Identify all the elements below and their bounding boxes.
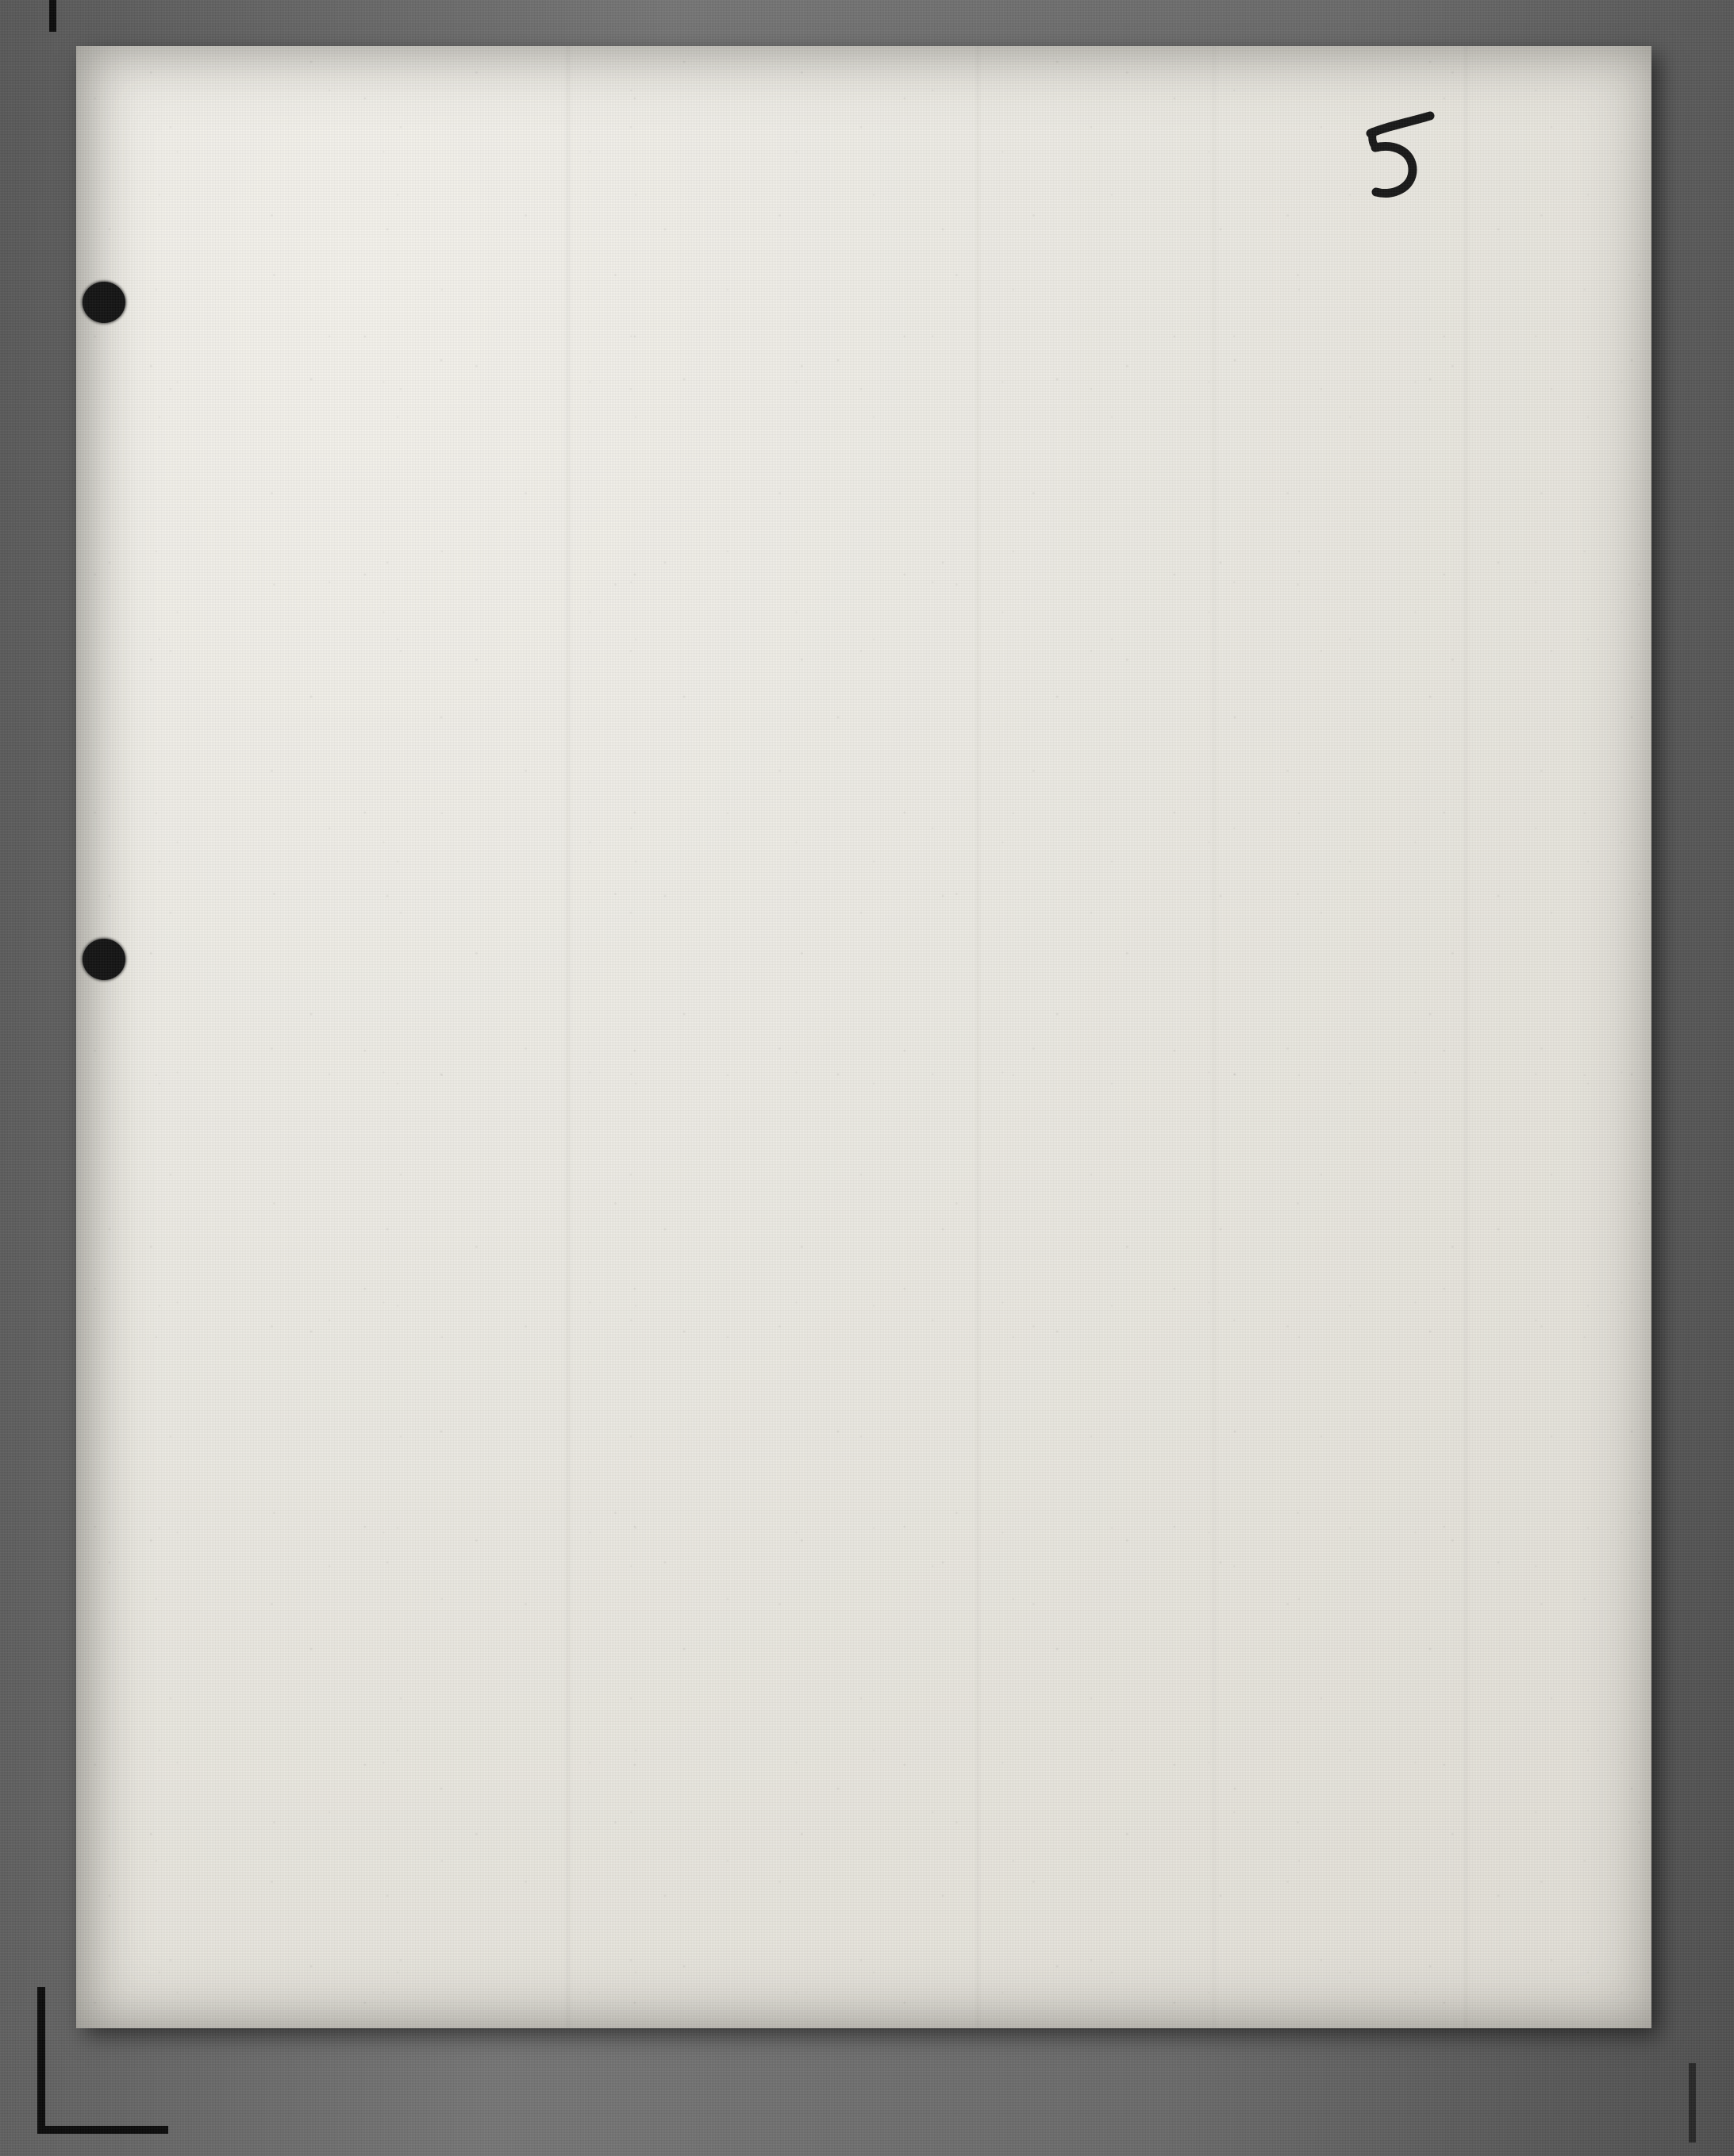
registration-mark-bottom-right [1689,2063,1696,2143]
scan-streaks [76,46,1651,2028]
registration-mark-bottom-left-horizontal [37,2126,168,2134]
paper-sheet [76,46,1651,2028]
registration-mark-top-left [49,0,56,32]
paper-vignette [76,46,1651,2028]
hole-punch-lower [83,939,125,980]
hole-punch-upper [83,282,125,323]
registration-mark-bottom-left-vertical [37,1987,45,2134]
handwritten-number-icon [1349,103,1444,206]
